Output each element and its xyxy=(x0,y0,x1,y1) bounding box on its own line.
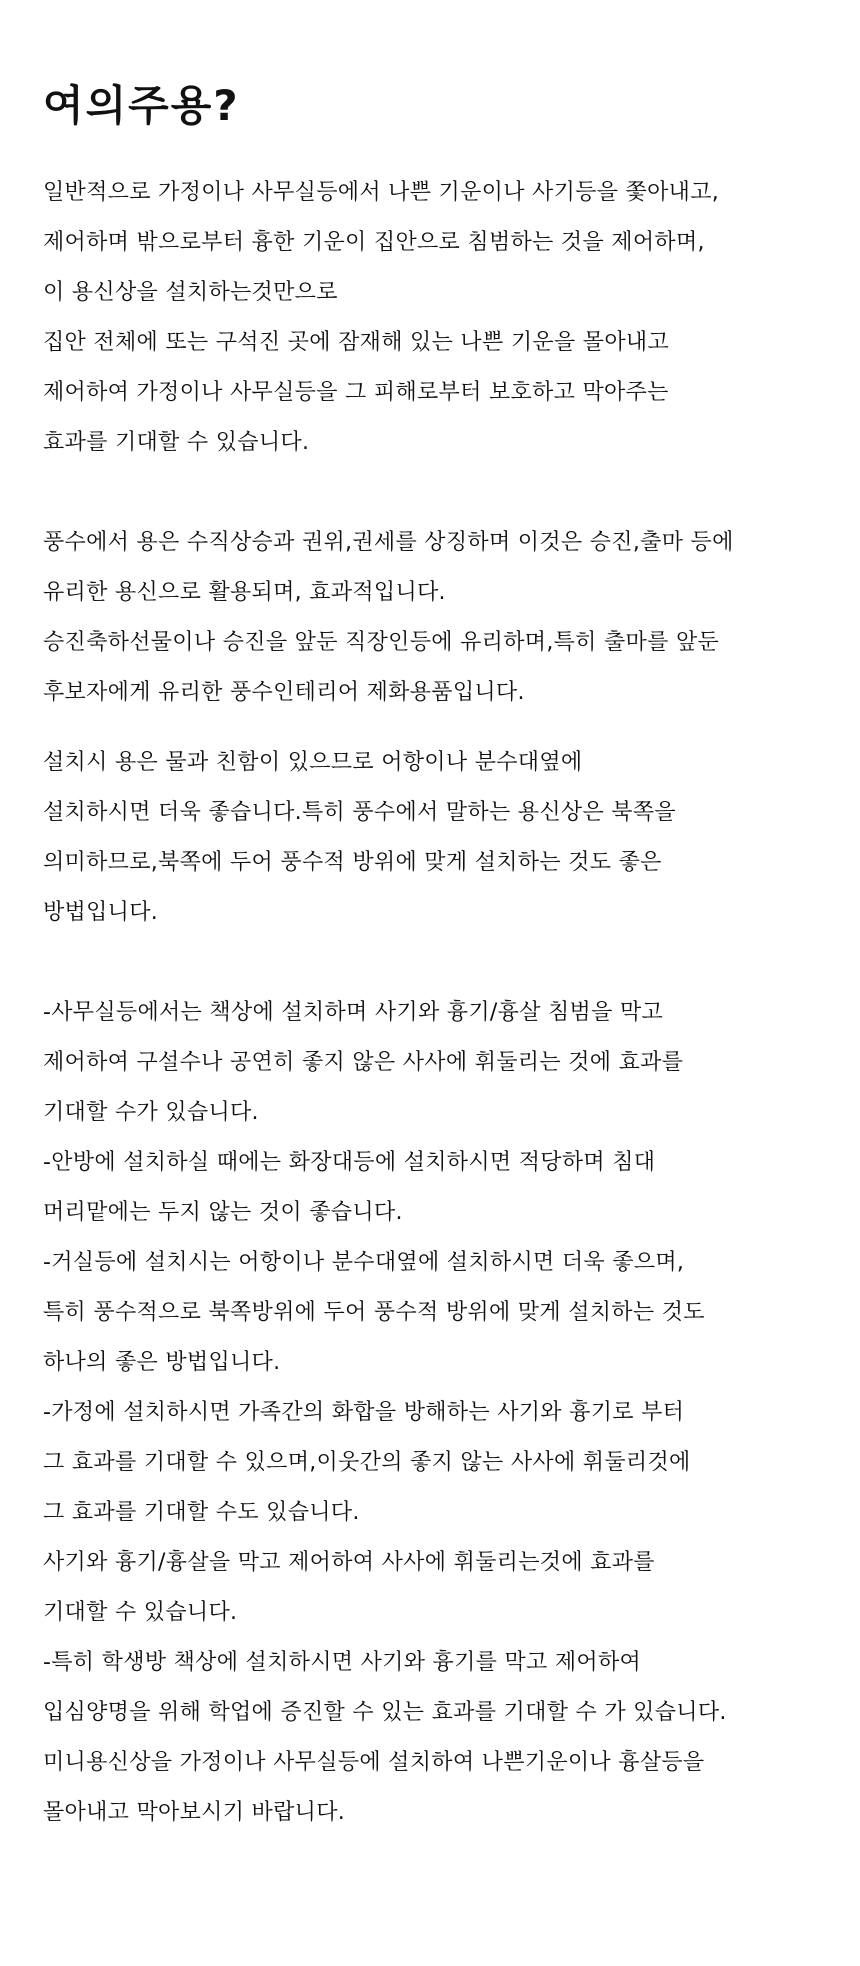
text-line: 제어하며 밖으로부터 흉한 기운이 집안으로 침범하는 것을 제어하며, xyxy=(43,230,705,255)
paragraph-spacer xyxy=(43,938,830,988)
text-line: 제어하여 구설수나 공연히 좋지 않은 사사에 휘둘리는 것에 효과를 xyxy=(43,1050,684,1075)
text-line: -사무실등에서는 책상에 설치하며 사기와 흉기/흉살 침범을 막고 xyxy=(43,1000,664,1025)
text-line: 일반적으로 가정이나 사무실등에서 나쁜 기운이나 사기등을 쫓아내고, xyxy=(43,180,720,205)
text-line: 승진축하선물이나 승진을 앞둔 직장인등에 유리하며,특히 출마를 앞둔 xyxy=(43,630,720,655)
text-line: -특히 학생방 책상에 설치하시면 사기와 흉기를 막고 제어하여 xyxy=(43,1650,642,1675)
text-line: 제어하여 가정이나 사무실등을 그 피해로부터 보호하고 막아주는 xyxy=(43,380,669,405)
paragraph-locations xyxy=(43,988,830,1838)
text-line: 그 효과를 기대할 수도 있습니다. xyxy=(43,1500,360,1525)
text-line: -거실등에 설치시는 어항이나 분수대옆에 설치하시면 더욱 좋으며, xyxy=(43,1250,685,1275)
text-line: 입심양명을 위해 학업에 증진할 수 있는 효과를 기대할 수 가 있습니다. xyxy=(43,1700,727,1725)
text-line: 특히 풍수적으로 북쪽방위에 두어 풍수적 방위에 맞게 설치하는 것도 xyxy=(43,1300,705,1325)
text-line: 미니용신상을 가정이나 사무실등에 설치하여 나쁜기운이나 흉살등을 xyxy=(43,1750,705,1775)
text-line: 방법입니다. xyxy=(43,900,159,925)
description-body xyxy=(43,168,830,1838)
text-line: -안방에 설치하실 때에는 화장대등에 설치하시면 적당하며 침대 xyxy=(43,1150,656,1175)
paragraph-promotion xyxy=(43,518,830,718)
text-line: 의미하므로,북쪽에 두어 풍수적 방위에 맞게 설치하는 것도 좋은 xyxy=(43,850,662,875)
text-line: 효과를 기대할 수 있습니다. xyxy=(43,430,310,455)
text-line: 사기와 흉기/흉살을 막고 제어하여 사사에 휘둘리는것에 효과를 xyxy=(43,1550,655,1575)
text-line: 이 용신상을 설치하는것만으로 xyxy=(43,280,338,305)
text-line: 기대할 수 있습니다. xyxy=(43,1600,238,1625)
text-line: 머리맡에는 두지 않는 것이 좋습니다. xyxy=(43,1200,403,1225)
text-line: 그 효과를 기대할 수 있으며,이웃간의 좋지 않는 사사에 휘둘리것에 xyxy=(43,1450,691,1475)
text-line: 집안 전체에 또는 구석진 곳에 잠재해 있는 나쁜 기운을 몰아내고 xyxy=(43,330,669,355)
text-line: -가정에 설치하시면 가족간의 화합을 방해하는 사기와 흉기로 부터 xyxy=(43,1400,685,1425)
paragraph-spacer xyxy=(43,718,830,738)
paragraph-effect xyxy=(43,168,830,468)
text-line: 풍수에서 용은 수직상승과 권위,권세를 상징하며 이것은 승진,출마 등에 xyxy=(43,530,734,555)
text-line: 기대할 수가 있습니다. xyxy=(43,1100,259,1125)
paragraph-placement xyxy=(43,738,830,938)
text-line: 하나의 좋은 방법입니다. xyxy=(43,1350,281,1375)
text-line: 몰아내고 막아보시기 바랍니다. xyxy=(43,1800,346,1825)
text-line: 설치시 용은 물과 친함이 있으므로 어항이나 분수대옆에 xyxy=(43,750,583,775)
text-line: 설치하시면 더욱 좋습니다.특히 풍수에서 말하는 용신상은 북쪽을 xyxy=(43,800,676,825)
text-line: 후보자에게 유리한 풍수인테리어 제화용품입니다. xyxy=(43,680,525,705)
paragraph-spacer xyxy=(43,468,830,518)
page-title: 여의주용? xyxy=(43,81,240,130)
text-line: 유리한 용신으로 활용되며, 효과적입니다. xyxy=(43,580,446,605)
